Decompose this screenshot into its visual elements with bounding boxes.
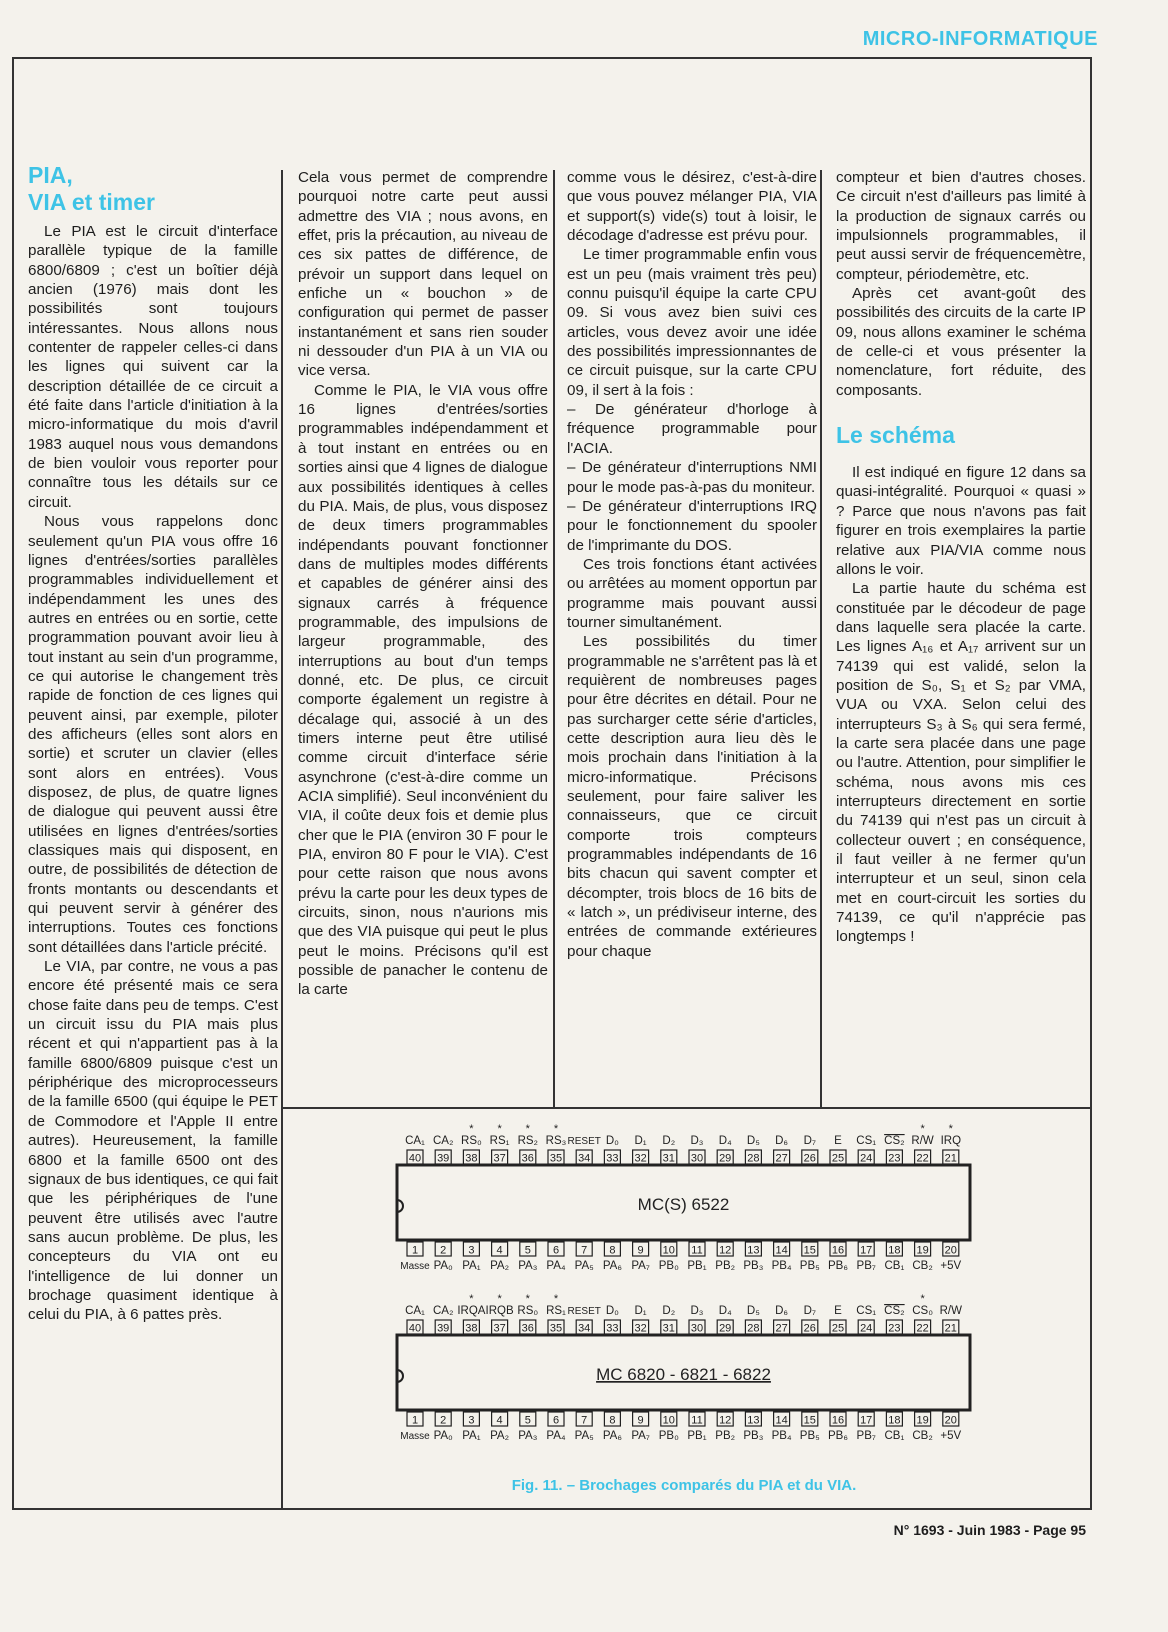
pin-label: CB₂ [912,1260,933,1272]
pin-number: 18 [888,1244,901,1257]
pin-number: 24 [860,1322,873,1335]
pin-number: 34 [578,1152,591,1165]
pin-label: PA₀ [433,1260,453,1272]
pin-number: 33 [606,1322,619,1335]
paragraph: La partie haute du schéma est constituée par le décodeur de page dans laquelle sera placée la carte. Les lignes A₁₆ et A₁₇ arrivent sur un 74139 qui est validé, selon la position de S₀, S₁ et S₂ par VMA, VUA ou VXA. Selon celui des interrupteurs S₃ à S₆ qui sera fermé, la carte sera placée dans une page ou l'autre. Attention, pour simplifier le schéma, nous avons mis ces interrupteurs directement en sortie du 74139 qui n'est pas un circuit à collecteur ouvert ; en conséquence, il faut veiller à ne fermer qu'un interrupteur et un seul, sinon cela met en court-circuit les sorties du 74139, ce qu'il n'apprécie pas longtemps ! [836,580,1086,946]
pin-number: 6 [552,1244,560,1257]
paragraph: Il est indiqué en figure 12 dans sa quasi-intégralité. Pourquoi « quasi » ? Parce que nous n'avons pas fait figurer en trois exemplaires la partie relative aux PIA/VIA comme nous allons le voir. [836,464,1086,578]
pin-label: PA₅ [574,1430,594,1442]
pin-number: 3 [468,1414,475,1427]
pin-label: PA₂ [490,1430,510,1442]
pin-label: PA₃ [518,1260,538,1272]
pin-label: CB₂ [912,1430,933,1442]
pin-label: CS₂ [884,1305,905,1317]
pin-label: PB₃ [743,1260,764,1272]
pin-label: PB₄ [771,1430,792,1442]
pin-number: 1 [411,1414,419,1427]
pin-label: D₇ [803,1305,816,1317]
pin-label: RESET [567,1136,601,1147]
paragraph: Le timer programmable enfin vous est un peu (mais vraiment très peu) connu puisqu'il équipe la carte CPU 09. Si vous avez bien suivi ces articles, vous devez avoir une idée des possibilités impressionnantes de ce circuit puisque, sur la carte CPU 09, il sert à la fois : [567,246,817,399]
pin-number: 4 [496,1244,503,1257]
pin-number: 8 [609,1244,616,1257]
paragraph: – De générateur d'horloge à fréquence programmable pour l'ACIA. [567,401,817,457]
paragraph: Après cet avant-goût des possibilités des circuits de la carte IP 09, nous allons examiner le schéma de celle-ci et vous présenter la nomenclature, fort réduite, des composants. [836,285,1086,399]
active-low-star-icon: * [553,1293,559,1305]
active-low-star-icon: * [920,1123,925,1135]
pin-label: CB₁ [884,1260,905,1272]
pin-number: 30 [690,1322,704,1335]
pin-number: 5 [524,1244,531,1257]
pin-label: PA₀ [433,1430,453,1442]
pin-label: E [834,1135,842,1147]
pin-number: 36 [521,1152,534,1165]
pin-number: 32 [634,1152,647,1165]
pin-number: 5 [524,1414,531,1427]
pin-number: 2 [440,1244,447,1257]
pin-label: D₁ [634,1305,647,1317]
active-low-star-icon: * [469,1293,474,1305]
pin-label: D₇ [803,1135,816,1147]
pin-label: PB₀ [658,1430,679,1442]
chip-pinout [397,1123,970,1272]
pin-number: 26 [803,1322,816,1335]
pin-label: CS₀ [912,1305,933,1317]
pin-number: 15 [803,1414,816,1427]
pin-label: PA₇ [631,1430,650,1442]
paragraph: Comme le PIA, le VIA vous offre 16 lignes d'entrées/sorties programmables indépendamment et à tout instant en entrées ou en sorties ainsi que 4 lignes de dialogue aux possibilités identiques à celles du PIA. Mais, de plus, vous disposez de deux timers programmables indépendants pouvant fonctionner dans de multiples modes différents et capables de générer ainsi des signaux carrés à fréquence programmable, des impulsions de largeur programmable, des interruptions au bout d'un temps donné, etc. De plus, ce circuit comporte également un registre à décalage qui, associé à un des timers interne peut être utilisé comme circuit d'interface série asynchrone (c'est-à-dire comme un ACIA simplifié). Seul inconvénient du VIA, il coûte deux fois et demie plus cher que le PIA (environ 30 F pour le PIA, environ 80 F pour le VIA). C'est pour cette raison que nous avons prévu la carte pour les deux types de circuits, sinon, nous n'aurions mis que des VIA puisque qui peut le plus peut le moins. Précisons qu'il est possible de panacher le contenu de la carte [298,381,548,999]
pin-number: 9 [637,1244,644,1257]
pin-number: 28 [747,1322,760,1335]
pin-label: CB₁ [884,1430,905,1442]
pin-number: 29 [719,1322,732,1335]
pin-label: D₆ [775,1305,789,1317]
pin-label: D₀ [605,1305,619,1317]
pin-number: 33 [606,1152,619,1165]
pin-label: RS₁ [489,1135,510,1147]
paragraph: comme vous le désirez, c'est-à-dire que vous pouvez mélanger PIA, VIA et support(s) vide(s) tout à loisir, le décodage d'adresse est prévu pour. [567,169,817,245]
pin-label: +5V [940,1260,962,1272]
active-low-star-icon: * [553,1123,559,1135]
pin-number: 11 [691,1414,703,1427]
paragraph: – De générateur d'interruptions IRQ pour le fonctionnement du spooler de l'imprimante du DOS. [567,497,817,554]
pin-label: D₅ [746,1135,760,1147]
pin-label: D₅ [746,1305,760,1317]
pin-number: 32 [634,1322,647,1335]
pin-label: D₄ [718,1305,732,1317]
pin-label: PB₂ [715,1260,736,1272]
pin-label: D₀ [605,1135,619,1147]
pin-number: 3 [468,1244,475,1257]
pin-number: 24 [860,1152,873,1165]
paragraph: – De générateur d'interruptions NMI pour le mode pas-à-pas du moniteur. [567,459,817,496]
pin-number: 6 [552,1414,560,1427]
pin-number: 8 [609,1414,616,1427]
pin-label: IRQA [457,1305,486,1317]
pin-label: D₁ [634,1135,647,1147]
pin-label: PB₂ [715,1430,736,1442]
pin-label: E [834,1305,842,1317]
pin-number: 30 [690,1152,704,1165]
paragraph: Le PIA est le circuit d'interface parallèle typique de la famille 6800/6809 ; c'est un boîtier déjà ancien (1976) mais dont les possibilités sont toujours intéressantes. Nous allons nous contenter de rappeler celles-ci dans les lignes qui suivent car la description détaillée de ce circuit a été faite dans l'article d'initiation à la micro-informatique du mois d'avril 1983 auquel nous vous demandons de bien vouloir vous reporter pour connaître tous les détails sur ce circuit. [28,223,278,511]
pin-number: 14 [775,1414,788,1427]
pin-label: PB₆ [828,1260,848,1272]
chip-pinout [397,1293,970,1442]
pin-label: PB₅ [799,1430,820,1442]
paragraph: Cela vous permet de comprendre pourquoi notre carte peut aussi admettre des VIA ; nous avons, en effet, pris la précaution, au niveau de ces six pattes de différence, de prévoir un support dans lequel on enfiche un « bouchon » de configuration qui permet de passer instantanément et sans rien souder ni dessouder d'un PIA à un VIA ou vice versa. [298,169,548,380]
pin-number: 31 [662,1322,675,1335]
pin-label: CA₂ [432,1135,454,1147]
pin-number: 17 [860,1244,873,1257]
pin-number: 10 [662,1244,675,1257]
pin-number: 14 [775,1244,788,1257]
pin-label: CA₁ [405,1305,425,1317]
heading-pia-via-timer: PIA, VIA et timer [28,162,155,215]
pin-label: D₄ [718,1135,732,1147]
active-low-star-icon: * [497,1293,502,1305]
pin-number: 36 [521,1322,534,1335]
pin-number: 25 [831,1152,845,1165]
pin-number: 40 [408,1322,422,1335]
pin-number: 18 [888,1414,901,1427]
paragraph: Nous vous rappelons donc seulement qu'un PIA vous offre 16 lignes d'entrées/sorties parallèles programmables individuellement et indépendamment les unes des autres en entrées ou en sortie, cette programmation pouvant avoir lieu à tout instant au sein d'un programme, ce qui autorise le changement très rapide de fonction de ces lignes qui peuvent ainsi, par exemple, piloter des afficheurs (elles sont alors en sortie) et scruter un clavier (elles sont alors en entrées). Vous disposez, de plus, de quatre lignes de dialogue qui peuvent aussi être utilisées en lignes d'entrées/sorties classiques mais qui disposent, en outre, de possibilités de détection de fronts montants ou descendants et qui peuvent servir à générer des interruptions. Toutes ces fonctions sont détaillées dans l'article précité. [28,513,278,956]
pin-number: 7 [581,1414,588,1427]
pin-number: 26 [803,1152,816,1165]
pin-label: PB₇ [856,1430,876,1442]
pin-label: PA₃ [518,1430,538,1442]
pin-label: D₃ [690,1135,704,1147]
pin-number: 17 [860,1414,873,1427]
pin-number: 10 [662,1414,675,1427]
pin-number: 22 [916,1322,929,1335]
pin-number: 31 [662,1152,675,1165]
pin-number: 21 [944,1322,957,1335]
pin-label: RS₂ [517,1135,539,1147]
pin-label: PA₁ [462,1260,481,1272]
pin-number: 4 [496,1414,503,1427]
pin-number: 39 [437,1152,450,1165]
active-low-star-icon: * [497,1123,502,1135]
pin-number: 40 [408,1152,422,1165]
active-low-star-icon: * [525,1123,530,1135]
paragraph: Le VIA, par contre, ne vous a pas encore été présenté mais ce sera chose faite dans peu de temps. C'est un circuit issu du PIA mais plus récent et qui n'appartient pas à la famille 6800/6809 puisque c'est un périphérique des microprocesseurs de la famille 6500 (qui équipe le PET de Commodore et l'Apple II entre autres). Heureusement, la famille 6800 et la famille 6500 ont des signaux de bus identiques, ce qui fait que les périphériques de l'une peuvent être utilisés avec l'autre sans aucun problème. De plus, les concepteurs du VIA ont eu l'intelligence de lui donner un brochage quasiment identique à celui du PIA, à 6 pattes près. [28,958,278,1324]
pin-number: 35 [549,1152,563,1165]
pin-number: 23 [888,1322,901,1335]
pin-label: RS₃ [545,1135,567,1147]
paragraph: Ces trois fonctions étant activées ou arrêtées au moment opportun par programme mais pouvant aussi tourner simultanément. [567,555,817,631]
pin-label: D₂ [662,1135,676,1147]
pin-number: 11 [691,1244,703,1257]
chip-name: MC 6820 - 6821 - 6822 [596,1365,771,1384]
pin-number: 12 [719,1414,732,1427]
pin-label: PB₃ [743,1430,764,1442]
pin-number: 23 [888,1152,901,1165]
pin-number: 9 [637,1414,644,1427]
pin-label: RS₀ [517,1305,539,1317]
pin-label: PB₇ [856,1260,876,1272]
heading-le-schema: Le schéma [836,422,955,449]
pin-label: PA₆ [602,1260,622,1272]
active-low-star-icon: * [525,1293,530,1305]
pin-label: CS₁ [856,1305,877,1317]
pin-number: 34 [578,1322,591,1335]
pin-number: 16 [831,1244,845,1257]
pin-number: 12 [719,1244,732,1257]
pin-label: CS₂ [884,1135,905,1147]
active-low-star-icon: * [948,1123,953,1135]
pin-label: Masse [400,1261,430,1272]
pin-number: 35 [549,1322,563,1335]
pin-number: 20 [944,1244,957,1257]
pin-number: 21 [944,1152,957,1165]
figure-caption: Fig. 11. – Brochages comparés du PIA et du VIA. [511,1477,857,1494]
pin-label: Masse [400,1431,430,1442]
pin-label: PA₂ [490,1260,510,1272]
pin-number: 20 [944,1414,957,1427]
pin-number: 37 [493,1322,506,1335]
pin-label: PA₄ [546,1260,566,1272]
pin-label: CA₂ [432,1305,454,1317]
pin-number: 25 [831,1322,845,1335]
chip-name: MC(S) 6522 [637,1195,730,1214]
pin-number: 1 [411,1244,419,1257]
page-footer: N° 1693 - Juin 1983 - Page 95 [893,1522,1086,1538]
pin-label: PA₇ [631,1260,650,1272]
pin-number: 22 [916,1152,929,1165]
pin-number: 27 [775,1322,788,1335]
pin-label: PB₆ [828,1430,848,1442]
pin-number: 29 [719,1152,732,1165]
pin-label: RESET [567,1306,601,1317]
pin-label: PB₁ [687,1430,707,1442]
pin-number: 27 [775,1152,788,1165]
pin-label: IRQB [485,1305,514,1317]
pin-label: CS₁ [856,1135,877,1147]
pin-number: 19 [916,1244,929,1257]
pin-label: IRQ [940,1135,962,1147]
pin-label: PA₁ [462,1430,481,1442]
pin-number: 19 [916,1414,929,1427]
pin-label: R/W [939,1305,962,1317]
pin-label: +5V [940,1430,962,1442]
pin-label: R/W [911,1135,934,1147]
pin-label: D₃ [690,1305,704,1317]
pin-label: PB₁ [687,1260,707,1272]
pin-number: 28 [747,1152,760,1165]
pin-label: PB₀ [658,1260,679,1272]
pin-label: RS₀ [461,1135,482,1147]
section-header: MICRO-INFORMATIQUE [862,28,1098,50]
pin-label: D₂ [662,1305,676,1317]
paragraph: Les possibilités du timer programmable ne s'arrêtent pas là et requièrent de nombreuses pages pour être décrites en détail. Pour ne pas surcharger cette série d'articles, cette description aura lieu dès le mois prochain dans l'initiation à la micro-informatique. Précisons seulement, pour faire saliver les connaisseurs, que ce circuit comporte trois compteurs programmables indépendants de 16 bits chacun qui savent compter et décompter, trois blocs de 16 bits de « latch », un prédiviseur interne, des entrées de commande extérieures pour chaque [567,633,817,960]
pin-number: 38 [465,1152,478,1165]
pin-label: PA₄ [546,1430,566,1442]
pin-number: 15 [803,1244,816,1257]
pin-label: PA₅ [574,1260,594,1272]
pin-number: 13 [747,1414,760,1427]
pin-label: PB₅ [799,1260,820,1272]
paragraph: compteur et bien d'autres choses. Ce circuit n'est d'ailleurs pas limité à la production de signaux carrés ou impulsionnels programmables, il peut aussi servir de fréquencemètre, compteur, périodemètre, etc. [836,169,1086,283]
pin-number: 13 [747,1244,760,1257]
pin-number: 37 [493,1152,506,1165]
pin-label: D₆ [775,1135,789,1147]
pin-number: 38 [465,1322,478,1335]
pin-number: 7 [581,1244,588,1257]
pin-label: RS₁ [546,1305,566,1317]
pin-number: 39 [437,1322,450,1335]
active-low-star-icon: * [920,1293,925,1305]
pin-label: CA₁ [405,1135,425,1147]
pin-number: 16 [831,1414,845,1427]
pin-label: PA₆ [602,1430,622,1442]
pin-number: 2 [440,1414,447,1427]
pin-label: PB₄ [771,1260,792,1272]
active-low-star-icon: * [469,1123,474,1135]
